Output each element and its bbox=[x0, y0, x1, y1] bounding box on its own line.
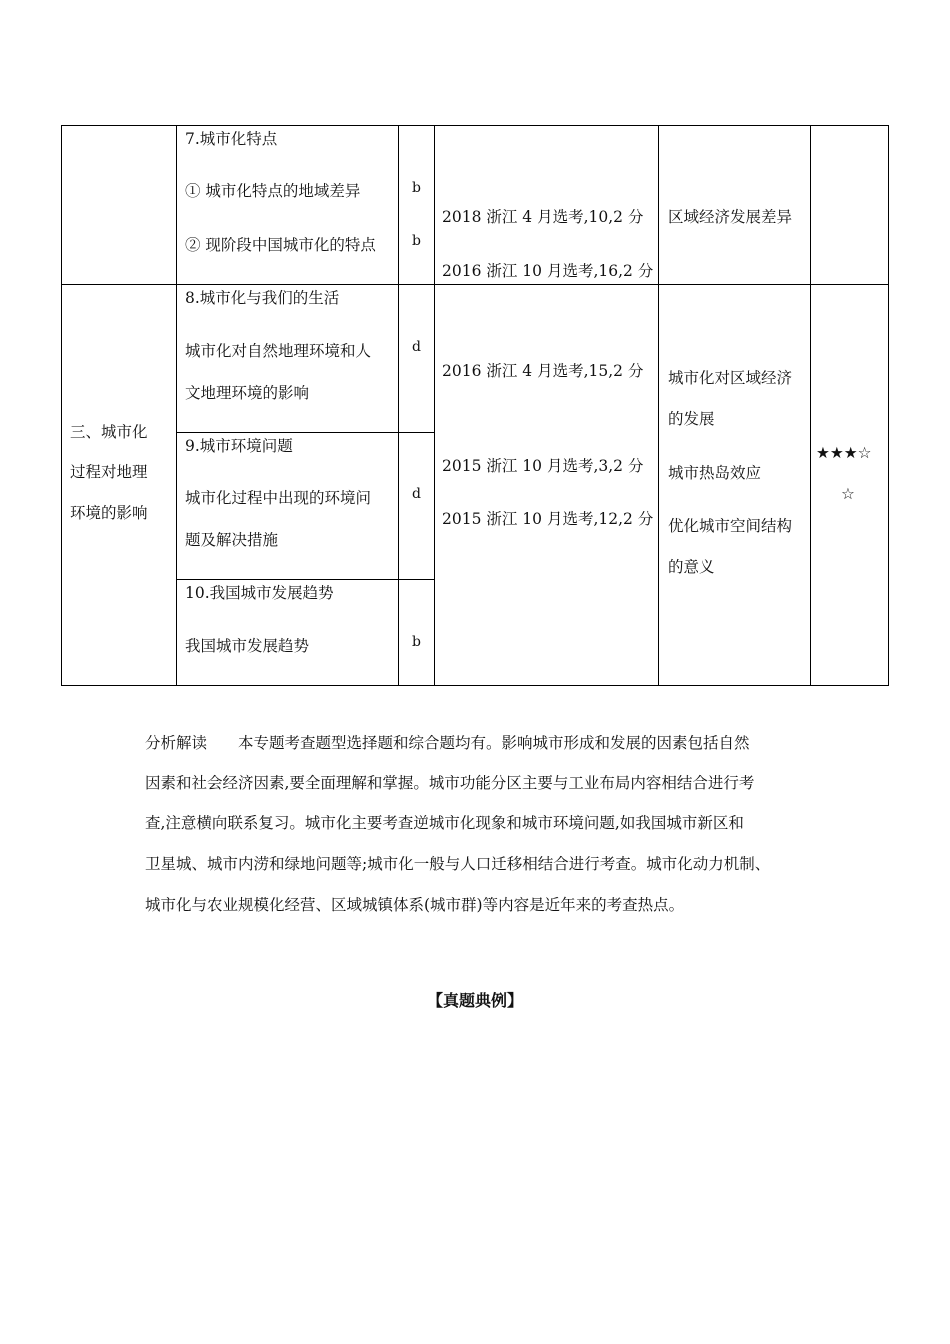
section-title: 三、城市化 bbox=[70, 423, 148, 441]
topic-9-content: 题及解决措施 bbox=[185, 531, 279, 549]
table-border-top bbox=[61, 125, 889, 126]
table-subrow-divider bbox=[176, 432, 435, 433]
level-value: d bbox=[412, 486, 421, 502]
knowledge-point: 优化城市空间结构 bbox=[668, 517, 793, 535]
topic-8-content: 城市化对自然地理环境和人 bbox=[185, 342, 372, 360]
table-col-divider bbox=[176, 125, 177, 686]
section-title: 环境的影响 bbox=[70, 504, 148, 522]
level-value: b bbox=[412, 634, 421, 650]
table-border-bottom bbox=[61, 685, 889, 686]
exam-reference: 2015 浙江 10 月选考,12,2 分 bbox=[442, 510, 654, 528]
knowledge-point: 城市化对区域经济 bbox=[668, 369, 793, 387]
analysis-line: 查,注意横向联系复习。城市化主要考查逆城市化现象和城市环境问题,如我国城市新区和 bbox=[145, 814, 744, 832]
analysis-line: 因素和社会经济因素,要全面理解和掌握。城市功能分区主要与工业布局内容相结合进行考 bbox=[145, 774, 755, 792]
exam-reference: 2016 浙江 10 月选考,16,2 分 bbox=[442, 262, 654, 280]
knowledge-point: 的发展 bbox=[668, 410, 715, 428]
analysis-line: 卫星城、城市内涝和绿地问题等;城市化一般与人口迁移相结合进行考查。城市化动力机制、 bbox=[145, 855, 771, 873]
subtopic-regional-difference: ① 城市化特点的地域差异 bbox=[185, 182, 361, 200]
table-row-divider bbox=[61, 284, 889, 285]
topic-10-content: 我国城市发展趋势 bbox=[185, 637, 310, 655]
level-value: d bbox=[412, 339, 421, 355]
table-border-left bbox=[61, 125, 62, 686]
table-subrow-divider bbox=[176, 579, 435, 580]
knowledge-point: 区域经济发展差异 bbox=[668, 208, 793, 226]
table-col-divider bbox=[810, 125, 811, 686]
topic-7-title: 7.城市化特点 bbox=[185, 130, 278, 148]
exam-reference: 2018 浙江 4 月选考,10,2 分 bbox=[442, 208, 644, 226]
table-col-divider bbox=[398, 125, 399, 686]
table-col-divider bbox=[434, 125, 435, 686]
knowledge-point: 城市热岛效应 bbox=[668, 464, 762, 482]
subtopic-china-urbanization: ② 现阶段中国城市化的特点 bbox=[185, 236, 376, 254]
knowledge-point: 的意义 bbox=[668, 558, 715, 576]
level-value: b bbox=[412, 180, 421, 196]
importance-rating: ☆ bbox=[841, 485, 855, 503]
topic-9-title: 9.城市环境问题 bbox=[185, 437, 293, 455]
table-col-divider bbox=[658, 125, 659, 686]
section-heading: 【真题典例】 bbox=[426, 991, 523, 1010]
topic-9-content: 城市化过程中出现的环境问 bbox=[185, 489, 372, 507]
topic-10-title: 10.我国城市发展趋势 bbox=[185, 584, 334, 602]
exam-reference: 2015 浙江 10 月选考,3,2 分 bbox=[442, 457, 644, 475]
importance-rating: ★★★☆ bbox=[816, 444, 872, 462]
topic-8-title: 8.城市化与我们的生活 bbox=[185, 289, 340, 307]
section-title: 过程对地理 bbox=[70, 463, 148, 481]
topic-8-content: 文地理环境的影响 bbox=[185, 384, 310, 402]
level-value: b bbox=[412, 233, 421, 249]
analysis-line: 城市化与农业规模化经营、区域城镇体系(城市群)等内容是近年来的考查热点。 bbox=[145, 896, 685, 914]
table-border-right bbox=[888, 125, 889, 686]
analysis-line: 分析解读 本专题考查题型选择题和综合题均有。影响城市形成和发展的因素包括自然 bbox=[145, 734, 750, 752]
exam-reference: 2016 浙江 4 月选考,15,2 分 bbox=[442, 362, 644, 380]
